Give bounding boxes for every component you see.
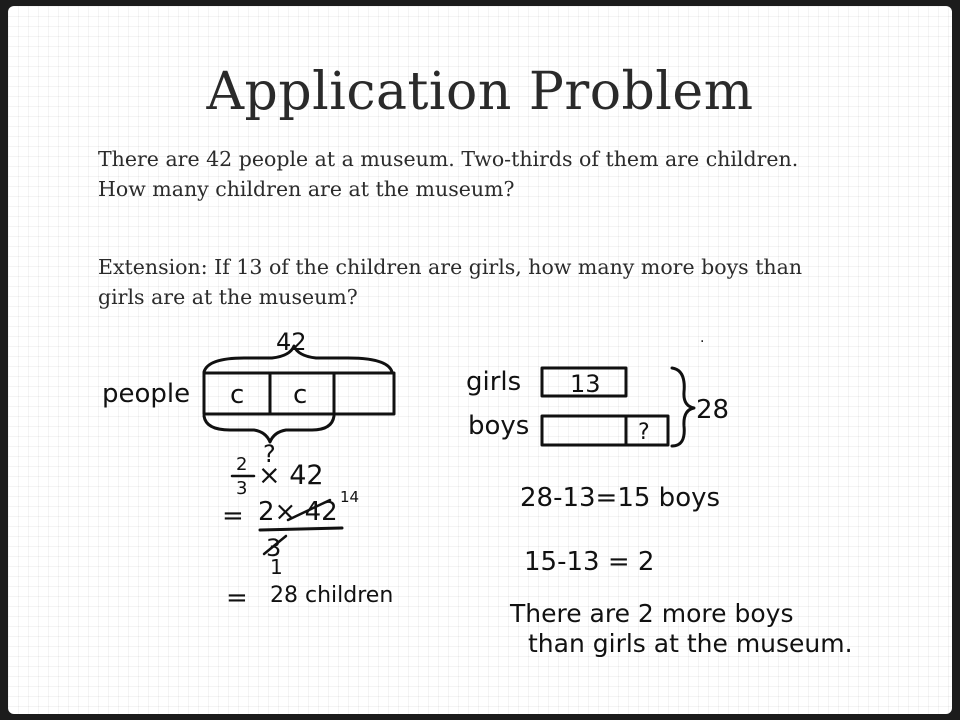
step2-denominator: 3	[266, 534, 282, 562]
handwritten-solution	[8, 6, 952, 714]
boys-value: ?	[638, 420, 650, 445]
step2-fraction-bar	[260, 528, 342, 530]
stray-dot: ·	[700, 334, 705, 350]
right-brace	[672, 368, 694, 446]
total-label: 42	[276, 328, 307, 356]
equation-1: 28-13=15 boys	[520, 483, 721, 513]
row-label-girls: girls	[466, 367, 522, 397]
tape-diagram-people	[102, 328, 394, 468]
girls-value: 13	[570, 370, 601, 398]
slide-title: Application Problem	[206, 62, 754, 122]
extension-text: Extension: If 13 of the children are girls, how many more boys than girls are at the museum?	[98, 255, 803, 309]
problem-text: There are 42 people at a museum. Two-thirds of them are children. How many children are at the museum?	[98, 147, 799, 201]
step3-result: 28 children	[270, 583, 394, 608]
step2-numerator: 2× 42	[258, 497, 338, 527]
tape-diagram-girls-boys	[466, 334, 729, 446]
step2-equals: =	[222, 501, 244, 531]
row-label-boys: boys	[468, 411, 530, 441]
step3-equals: =	[226, 583, 248, 613]
bottom-brace	[204, 416, 334, 442]
step1-times: × 42	[258, 460, 324, 491]
right-computation	[509, 483, 853, 658]
equation-2: 15-13 = 2	[524, 547, 655, 577]
total-28: 28	[696, 395, 730, 425]
row-label-people: people	[102, 379, 191, 409]
unit-label-c2: c	[293, 380, 308, 410]
top-brace	[204, 346, 392, 372]
unit-label-c1: c	[230, 380, 245, 410]
answer-line-2: than girls at the museum.	[528, 629, 853, 658]
answer-line-1: There are 2 more boys	[510, 599, 794, 628]
slide	[8, 6, 952, 714]
step1-denominator: 3	[236, 478, 248, 499]
question-mark: ?	[263, 440, 276, 468]
step2-cancel-result: 1	[270, 555, 283, 579]
step1-numerator: 2	[236, 454, 248, 475]
step2-superscript: 14	[340, 488, 360, 506]
left-computation	[222, 454, 393, 613]
